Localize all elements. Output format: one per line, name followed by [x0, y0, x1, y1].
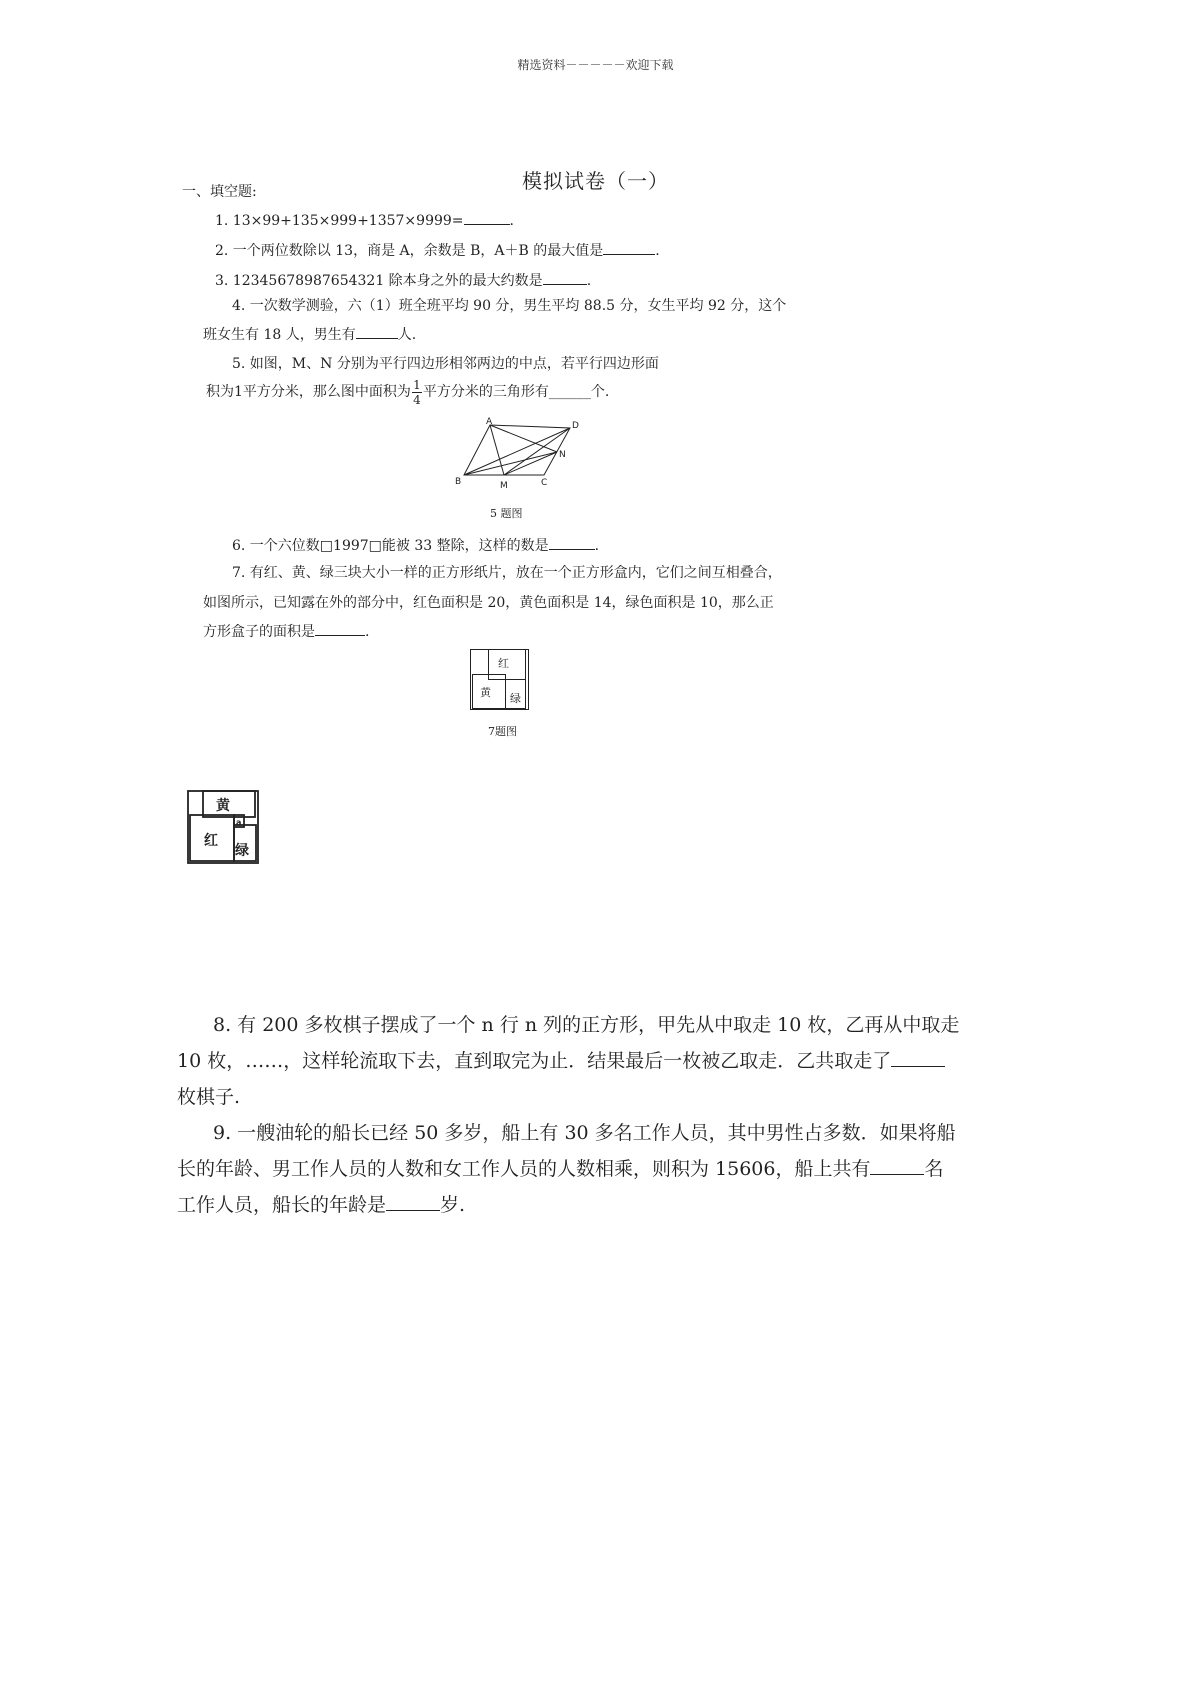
fraction-numerator: 1	[413, 377, 421, 392]
section-heading: 一、填空题:	[182, 184, 257, 200]
question-1-text: 1. 13×99+135×999+1357×9999=	[215, 213, 464, 229]
label-yellow: 黄	[480, 686, 491, 699]
question-9-text: 长的年龄、男工作人员的人数和女工作人员的人数相乘，则积为 15606，船上共有	[177, 1158, 871, 1180]
question-6-end: .	[594, 538, 600, 554]
question-2-text: 2. 一个两位数除以 13，商是 A，余数是 B，A＋B 的最大值是	[215, 243, 604, 259]
question-6	[232, 535, 599, 555]
question-1-end: .	[509, 213, 514, 229]
answer-blank	[464, 210, 510, 225]
label-yellow: 黄	[216, 798, 230, 814]
label-d: D	[572, 421, 579, 431]
page-header: 精选资料－－－－－欢迎下载	[517, 58, 674, 72]
question-9-line-3	[177, 1190, 465, 1217]
answer-blank	[315, 621, 365, 636]
question-8-line-2	[177, 1046, 945, 1073]
question-8-line-3: 枚棋子.	[177, 1086, 241, 1108]
question-7-line-1: 7. 有红、黄、绿三块大小一样的正方形纸片，放在一个正方形盒内，它们之间互相叠合，	[232, 565, 782, 581]
label-a: A	[486, 417, 493, 427]
question-6-text: 6. 一个六位数□1997□能被 33 整除，这样的数是	[232, 538, 549, 554]
question-5-line-1: 5. 如图，M、N 分别为平行四边形相邻两边的中点，若平行四边形面	[232, 356, 659, 372]
question-4-line-1: 4. 一次数学测验，六（1）班全班平均 90 分，男生平均 88.5 分，女生平均 92 分，这个	[232, 298, 787, 314]
fraction-denominator: 4	[413, 392, 421, 407]
question-5-line-2	[206, 378, 609, 406]
diagonal-bd	[464, 428, 570, 475]
question-2-end: .	[655, 243, 660, 259]
question-9-line-1: 9. 一艘油轮的船长已经 50 多岁，船上有 30 多名工作人员，其中男性占多数．如果将船	[213, 1122, 956, 1144]
label-c: C	[541, 478, 548, 488]
label-red: 红	[498, 657, 509, 670]
question-7-line-2: 如图所示，已知露在外的部分中，红色面积是 20，黄色面积是 14，绿色面积是 10，那么正	[203, 595, 774, 611]
answer-blank	[870, 1155, 924, 1175]
question-4-line-2	[203, 324, 416, 344]
question-4-end: 人.	[397, 327, 417, 343]
fraction-one-quarter	[412, 379, 422, 406]
question-1	[215, 210, 514, 229]
question-3-text: 3. 12345678987654321 除本身之外的最大约数是	[215, 273, 543, 289]
label-red: 红	[204, 833, 218, 849]
question-5-text: 积为1平方分米，那么图中面积为	[206, 384, 411, 400]
question-5-end: 平方分米的三角形有______个.	[422, 384, 610, 400]
question-7-line-3	[203, 621, 369, 641]
question-9-text: 工作人员，船长的年龄是	[177, 1194, 387, 1216]
label-b: B	[455, 477, 462, 487]
question-7-text: 方形盒子的面积是	[203, 624, 315, 640]
question-3-end: .	[586, 273, 592, 289]
answer-blank	[386, 1191, 440, 1211]
figure-5-parallelogram	[450, 415, 590, 495]
question-8-line-1: 8. 有 200 多枚棋子摆成了一个 n 行 n 列的正方形，甲先从中取走 10 枚，乙再从中取走	[213, 1014, 960, 1036]
figure-7-squares	[469, 648, 531, 712]
question-9-end: 岁.	[440, 1194, 466, 1216]
label-small: a	[236, 818, 242, 827]
question-7-end: .	[365, 624, 370, 640]
figure-7-variant-squares	[186, 789, 262, 865]
answer-blank	[543, 270, 587, 285]
exam-title: 模拟试卷（一）	[522, 169, 669, 193]
label-green: 绿	[510, 692, 521, 705]
answer-blank	[891, 1047, 945, 1067]
label-m: M	[500, 481, 508, 491]
line-bn	[464, 452, 557, 475]
question-4-text: 班女生有 18 人，男生有	[203, 327, 356, 343]
answer-blank	[549, 535, 595, 550]
line-am	[490, 425, 504, 475]
label-green: 绿	[235, 843, 249, 859]
question-3	[215, 270, 591, 290]
question-8-text: 10 枚，……，这样轮流取下去，直到取完为止．结果最后一枚被乙取走．乙共取走了	[177, 1050, 892, 1072]
question-9-text-end: 名	[924, 1158, 944, 1180]
answer-blank	[356, 324, 398, 339]
figure-5-caption: 5 题图	[490, 507, 523, 520]
answer-blank	[603, 240, 655, 255]
question-2	[215, 240, 660, 260]
question-9-line-2	[177, 1154, 944, 1181]
figure-7-caption: 7题图	[488, 725, 517, 738]
label-n: N	[559, 450, 566, 460]
